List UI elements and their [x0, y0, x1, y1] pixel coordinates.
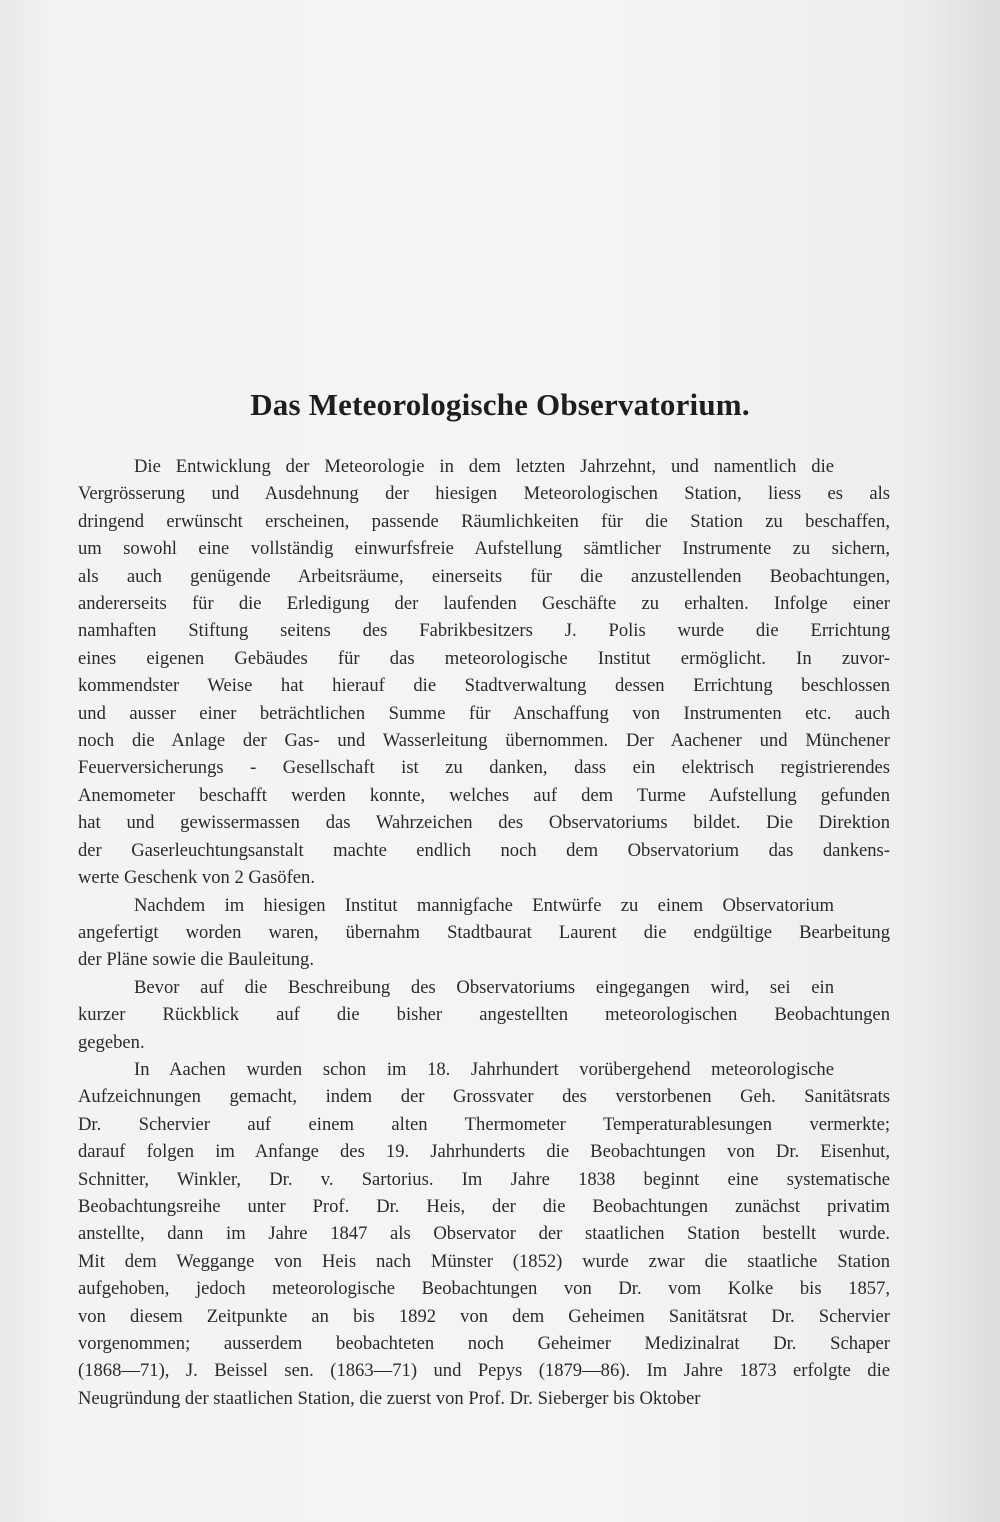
text-line: (1868—71), J. Beissel sen. (1863—71) und Pepys (1879—86). Im Jahre 1873 erfolgte die	[78, 1360, 890, 1382]
text-line: von diesem Zeitpunkte an bis 1892 von dem Geheimen Sanitätsrat Dr. Schervier	[78, 1305, 890, 1327]
text-line: und ausser einer beträchtlichen Summe für Anschaffung von Instrumenten etc. auch	[78, 702, 890, 724]
text-line: kommendster Weise hat hierauf die Stadtverwaltung dessen Errichtung beschlossen	[78, 675, 890, 697]
text-line: Feuerversicherungs - Gesellschaft ist zu danken, dass ein elektrisch registrierendes	[78, 757, 890, 779]
text-line: gegeben.	[78, 1031, 145, 1053]
text-line: dringend erwünscht erscheinen, passende Räumlichkeiten für die Station zu beschaffen,	[78, 510, 890, 532]
text-line: vorgenommen; ausserdem beobachteten noch Geheimer Medizinalrat Dr. Schaper	[78, 1333, 890, 1354]
text-line: Bevor auf die Beschreibung des Observatoriums eingegangen wird, sei ein	[134, 976, 834, 998]
text-line: hat und gewissermassen das Wahrzeichen des Observatoriums bildet. Die Direktion	[78, 812, 890, 834]
text-line: eines eigenen Gebäudes für das meteorologische Institut ermöglicht. In zuvor-	[78, 647, 890, 669]
text-line: In Aachen wurden schon im 18. Jahrhundert vorübergehend meteorologische	[134, 1058, 834, 1080]
text-line: aufgehoben, jedoch meteorologische Beobachtungen von Dr. vom Kolke bis 1857,	[78, 1278, 890, 1300]
paragraph	[78, 453, 890, 892]
text-line: der Pläne sowie die Bauleitung.	[78, 949, 314, 971]
text-line: Dr. Schervier auf einem alten Thermometer Temperaturablesungen vermerkte;	[78, 1113, 890, 1135]
text-line: anstellte, dann im Jahre 1847 als Observator der staatlichen Station bestellt wurde.	[78, 1223, 890, 1245]
text-line: kurzer Rückblick auf die bisher angestellten meteorologischen Beobachtungen	[78, 1004, 890, 1026]
text-line: um sowohl eine vollständig einwurfsfreie Aufstellung sämtlicher Instrumente zu sichern,	[78, 538, 890, 560]
text-line: Schnitter, Winkler, Dr. v. Sartorius. Im Jahre 1838 beginnt eine systematische	[78, 1168, 890, 1190]
text-line: Beobachtungsreihe unter Prof. Dr. Heis, der die Beobachtungen zunächst privatim	[78, 1195, 890, 1217]
text-line: Mit dem Weggange von Heis nach Münster (1852) wurde zwar die staatliche Station	[78, 1250, 890, 1272]
text-line: angefertigt worden waren, übernahm Stadtbaurat Laurent die endgültige Bearbeitung	[78, 921, 890, 943]
page-title: Das Meteorologische Observatorium.	[250, 386, 750, 422]
text-line: andererseits für die Erledigung der laufenden Geschäfte zu erhalten. Infolge einer	[78, 593, 890, 615]
paragraph	[78, 892, 890, 974]
text-line: noch die Anlage der Gas- und Wasserleitung übernommen. Der Aachener und Münchener	[78, 730, 890, 752]
text-line: werte Geschenk von 2 Gasöfen.	[78, 867, 315, 889]
text-line: der Gaserleuchtungsanstalt machte endlich noch dem Observatorium das dankens-	[78, 839, 890, 861]
text-line: Anemometer beschafft werden konnte, welches auf dem Turme Aufstellung gefunden	[78, 784, 890, 806]
text-line: Die Entwicklung der Meteorologie in dem letzten Jahrzehnt, und namentlich die	[134, 456, 834, 477]
text-line: Neugründung der staatlichen Station, die zuerst von Prof. Dr. Sieberger bis Oktober	[78, 1387, 701, 1409]
text-line: Nachdem im hiesigen Institut mannigfache Entwürfe zu einem Observatorium	[134, 894, 834, 916]
text-line: darauf folgen im Anfange des 19. Jahrhunderts die Beobachtungen von Dr. Eisenhut,	[78, 1141, 890, 1163]
text-line: namhaften Stiftung seitens des Fabrikbesitzers J. Polis wurde die Errichtung	[78, 620, 890, 642]
text-line: Vergrösserung und Ausdehnung der hiesigen Meteorologischen Station, liess es als	[78, 483, 890, 505]
text-line: Aufzeichnungen gemacht, indem der Grossvater des verstorbenen Geh. Sanitätsrats	[78, 1086, 890, 1108]
paragraph	[78, 974, 890, 1056]
body-text	[78, 453, 890, 1412]
text-line: als auch genügende Arbeitsräume, einerseits für die anzustellenden Beobachtungen,	[78, 565, 890, 587]
paragraph	[78, 1056, 890, 1412]
